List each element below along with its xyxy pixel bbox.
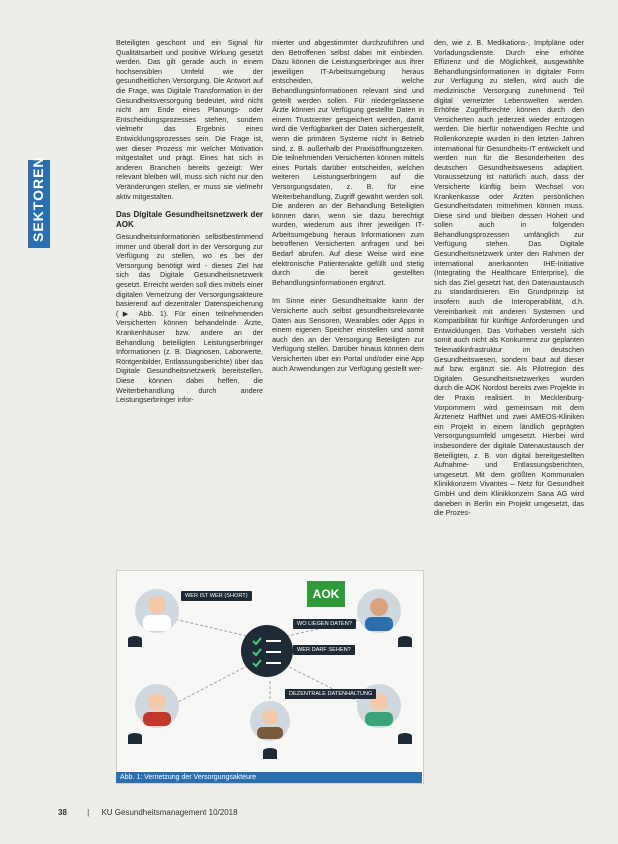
paragraph: mierter und abgestimmter durchzuführen und den Betroffenen selbst dabei mit einbinden. Dazu können die Leistungserbringer aus ihrer jeweiligen IT-Arbeitsumgebung heraus entscheiden, welche Behandlungsinformationen relevant sind und geteilt werden sollen. Für niedergelassene Ärzte können zur Verfügung gestellte Daten in einem Trustcenter gespeichert werden, damit wird die Verfügbarkeit der Daten sichergestellt, wenn die primären Systeme nicht in Betrieb sind, z. B. außerhalb der Praxisöffnungszeiten. Die teilnehmenden Versicherten können mittels eines Portals darüber entscheiden, welchen weiteren Leistungserbringern auf die Versorgungsdaten, z. B. für eine Weiterbehandlung, Zugriff gewährt werden soll. Die anderen an der Behandlung Beteiligten können dann, wenn sie dazu berechtigt wurden, wiederum aus ihrer jeweiligen IT-Arbeitsumgebung heraus Informationen zum betroffenen Versicherten anfragen und bei Bedarf abrufen. Auf diese Weise wird eine elektronische Patientenakte gefüllt und stetig durch die bereit gestellten Behandlungsinformationen ergänzt. bbox=[272, 38, 424, 287]
nurse-avatar bbox=[357, 589, 401, 633]
section-tab bbox=[28, 156, 50, 248]
footer-separator: | bbox=[87, 808, 90, 817]
paragraph: den, wie z. B. Medikations-, Impfpläne oder Vorladungsdienste. Durch eine erhöhte Effizienz und die Möglichkeit, ausgewählte Behandlungsinformationen in digitaler Form zur Verfügung zu stellen, wird auch die medizinische Versorgung zunehmend Teil digital vernetzter Lebenswelten werden. Erhöhte Zugriffsrechte können durch den Versicherten auch jederzeit wieder entzogen werden. Die hierfür notwendigen Rechte und Rollenkonzepte wurden in den letzten Jahren international für Gesundheits-IT entwickelt und werden nun für die Besonderheiten des deutschen Gesundheitswesens adaptiert. Voraussetzung ist natürlich auch, dass der Versicherte künftig beim Wechsel von Krankenkasse oder Ärzten persönlichen Gesundheitsdaten mitnehmen können muss. Diese sind und bleiben dessen Hoheit und sollen auch in folgenden Behandlungsprozessen umfänglich zur Verfügung stehen. Das Digitale Gesundheitsnetzwerk unter den Rahmen der international anerkannten IHE-Initiative (Integrating the Healthcare Enterprise), die sich das Ziel gesetzt hat, den Datenaustausch zu standardisieren. Ein Grundprinzip ist insofern auch die Interoperabilität, d.h. Vereinbarkeit mit anderen Systemen und Kompatibilität für künftige Anforderungen und Entwicklungen. Das Vorhaben versteht sich somit auch nicht als Konkurrenz zur geplanten Telematikinfrastruktur im deutschen Gesundheitswesen, sondern baut auf dieser auf bzw. ergänzt sie. Als Pilotregion des Digitalen Gesundheitsnetzwerkes wurden durch die AOK Nordost bereits zwei Projekte in der Praxis realisiert. In Mecklenburg-Vorpommern wird gemeinsam mit dem Ärztenetz HaffNet und zwei AMEOS-Kliniken ein Projekt in einem ländlich geprägten Versorgungsumfeld umgesetzt. Hierbei wird insbesondere der digitale Datenaustausch der Beteiligten, z. B. von digital bereitgestellten Aufnahme- und Entlassungsberichten, umgesetzt. Mit dem größten Kommunalen Klinikkonzern Vivantes – Netz für Gesundheit GmbH und dem Klinikkonzern Sana AG wird daneben in Berlin ein Projekt umgesetzt, das die Prozes- bbox=[434, 38, 584, 518]
journal-name: KU Gesundheitsmanagement 10/2018 bbox=[101, 808, 238, 817]
section-heading: Das Digitale Gesundheitsnetzwerk der AOK bbox=[116, 210, 263, 230]
section-tab-label: SEKTOREN bbox=[30, 156, 46, 242]
network-illustration bbox=[116, 570, 424, 784]
doctor-avatar bbox=[135, 589, 179, 633]
text-column-1 bbox=[116, 38, 263, 414]
patient-avatar bbox=[250, 701, 290, 741]
aok-logo: AOK bbox=[307, 581, 345, 607]
page-footer bbox=[58, 808, 238, 817]
paragraph: Im Sinne einer Gesundheitsakte kann der Versicherte auch selbst gesundheitsrelevante Daten aus Sensoren, Wearables oder Apps in einem eigenen Speicher einstellen und somit auch den an der Versorgung Beteiligten zur Verfügung stellen. Darüber hinaus können dem Versicherten über ein Portal und/oder eine App auch Anwendungen zur Verfügung gestellt wer- bbox=[272, 296, 424, 373]
illustration-graphic bbox=[117, 571, 423, 771]
label-wer-darf-sehen: WER DARF SEHEN? bbox=[293, 645, 355, 655]
paramedic-avatar bbox=[135, 684, 179, 728]
text-column-2 bbox=[272, 38, 424, 382]
text-column-3 bbox=[434, 38, 584, 527]
page-number: 38 bbox=[58, 808, 67, 817]
figure-caption: Abb. 1: Vernetzung der Versorgungsakteure bbox=[116, 772, 422, 783]
paragraph: Gesundheitsinformationen selbstbestimmend immer und überall dort in der Versorgung zur Verfügung zu stellen, wo es bei der Versorgung benötigt wird - dieses Ziel hat sich das Digitale Gesundheitsnetzwerk gesetzt. Erreicht werden soll dies mittels einer digitalen Vernetzung der Versorgungsakteure basierend auf dezentraler Datenspeicherung (▶ Abb. 1). Für einen teilnehmenden Versicherten können behandelnde Ärzte, Krankenhäuser bzw. andere an der Behandlung beteiligten Leistungserbringer Informationen (z. B. Diagnosen, Laborwerte, Röntgenbilder, Entlassungsberichte) über das Digitale Gesundheitsnetzwerk bereitstellen. Diese können dabei helfen, die Weiterbehandlung durch andere Leistungserbringer infor- bbox=[116, 232, 263, 405]
label-wer-ist-wer: WER IST WER (SHORT) bbox=[181, 591, 252, 601]
paragraph: Beteiligten geschont und ein Signal für Qualitätsarbeit und positive Wirkung gesetzt werden. Das gilt gerade auch in einem hochsensiblen Umfeld wie der gesundheitlichen Versorgung. Die Antwort auf die Frage, was Digitale Transformation in der Gesundheitsversorgung bedeutet, wird nicht nicht am Ende eines Planungs- oder Entscheidungsprozesses stehen, sondern vielmehr das Ergebnis eines Entwicklungsprozesses sein. Die Frage ist, wer dieser Prozess mir welcher Motivation mitgestaltet und prägt. Eines hat sich in anderen Branchen bereits gezeigt: Wer relevant bleiben will, muss sich nicht nur den Veränderungen stellen, er muss sie vielmehr aktiv mitgestalten. bbox=[116, 38, 263, 201]
label-dezentrale-datenhaltung: DEZENTRALE DATENHALTUNG bbox=[285, 689, 376, 699]
label-wo-liegen-daten: WO LIEGEN DATEN? bbox=[293, 619, 356, 629]
